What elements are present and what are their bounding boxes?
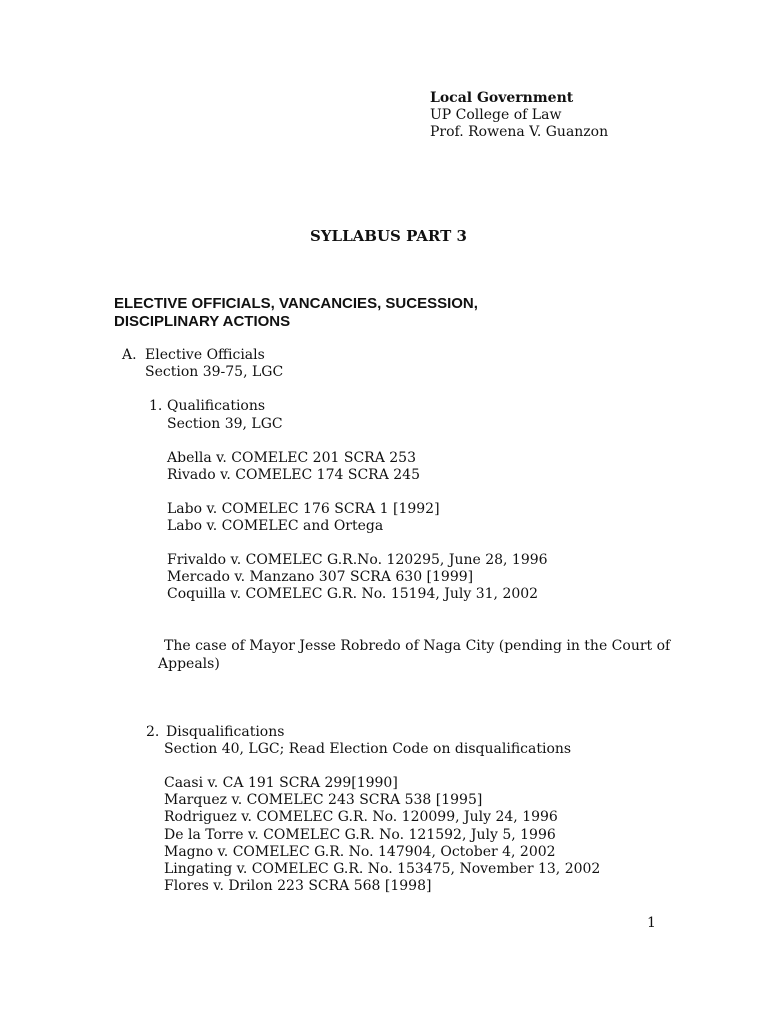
case-citation: Lingating v. COMELEC G.R. No. 153475, November 13, 2002 [164, 861, 601, 878]
case-group-1 [167, 450, 420, 484]
note-line-1: The case of Mayor Jesse Robredo of Naga City (pending in the Court of [164, 638, 671, 654]
section-heading-line2: DISCIPLINARY ACTIONS [114, 313, 291, 330]
case-citation: Flores v. Drilon 223 SCRA 568 [1998] [164, 878, 432, 895]
disqualification-cases [164, 775, 600, 895]
case-citation: Caasi v. CA 191 SCRA 299[1990] [164, 775, 398, 791]
case-citation: Rodriguez v. COMELEC G.R. No. 120099, July 24, 1996 [164, 809, 558, 826]
outline-marker-a: A. [122, 347, 137, 363]
case-citation: Marquez v. COMELEC 243 SCRA 538 [1995] [164, 792, 483, 809]
case-group-2 [167, 501, 440, 535]
case-citation: Magno v. COMELEC G.R. No. 147904, October 4, 2002 [164, 843, 556, 860]
page-number: 1 [647, 915, 656, 931]
outline-a-label: Elective Officials [145, 347, 265, 363]
item1-reference: Section 39, LGC [167, 416, 283, 432]
case-citation: Labo v. COMELEC and Ortega [167, 518, 384, 535]
item2-label: Disqualifications [166, 724, 285, 740]
page-title: SYLLABUS PART 3 [310, 227, 467, 245]
case-citation: Frivaldo v. COMELEC G.R.No. 120295, June 28, 1996 [167, 552, 548, 568]
case-citation: Rivado v. COMELEC 174 SCRA 245 [167, 467, 420, 484]
case-citation: Mercado v. Manzano 307 SCRA 630 [1999] [167, 569, 474, 586]
case-citation: Coquilla v. COMELEC G.R. No. 15194, July 31, 2002 [167, 586, 539, 603]
outline-marker-1: 1. [149, 398, 163, 414]
item1-label: Qualifications [167, 398, 266, 414]
case-group-3 [167, 552, 548, 604]
case-citation: De la Torre v. COMELEC G.R. No. 121592, July 5, 1996 [164, 826, 556, 843]
item2-reference: Section 40, LGC; Read Election Code on disqualifications [164, 741, 572, 757]
case-citation: Labo v. COMELEC 176 SCRA 1 [1992] [167, 501, 440, 517]
note-line-2: Appeals) [158, 656, 220, 672]
outline-marker-2: 2. [146, 724, 160, 740]
section-heading-line1: ELECTIVE OFFICIALS, VANCANCIES, SUCESSION, [114, 295, 478, 312]
case-citation: Abella v. COMELEC 201 SCRA 253 [167, 450, 416, 466]
school-name: UP College of Law [430, 107, 562, 123]
professor-name: Prof. Rowena V. Guanzon [430, 124, 609, 140]
course-title: Local Government [430, 90, 574, 106]
outline-a-reference: Section 39-75, LGC [145, 364, 284, 380]
